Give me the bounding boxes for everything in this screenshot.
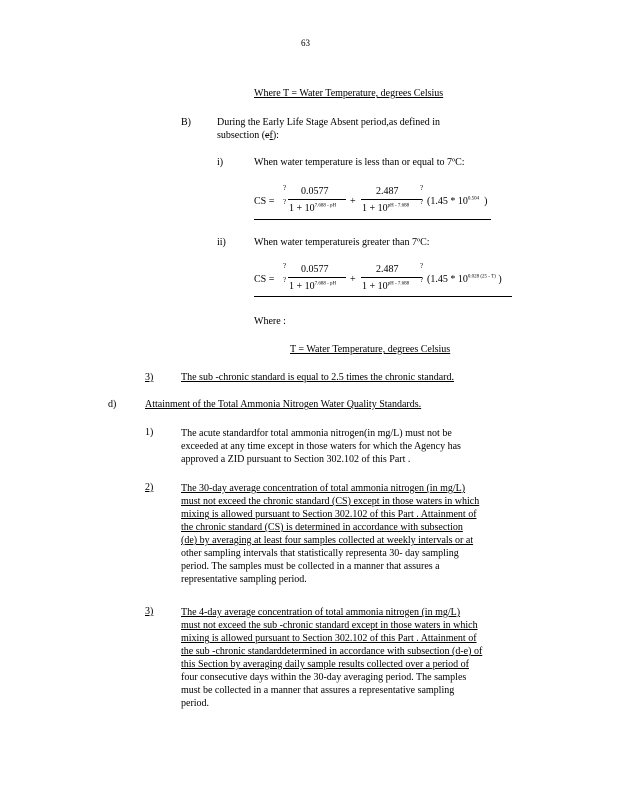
formula-2-left-bracket: ? ? xyxy=(283,262,287,284)
formula-1-frac2-bar xyxy=(361,199,422,200)
section-b-label: B) xyxy=(181,117,191,128)
formula-1-num2: 2.487 xyxy=(376,186,399,197)
section-d-label: d) xyxy=(108,399,117,410)
item-ii-text: When water temperatureis greater than 7ºC: xyxy=(254,237,430,248)
formula-2-num1: 0.0577 xyxy=(301,264,329,275)
formula-2-plus: + xyxy=(350,274,356,285)
formula-1-frac1-bar xyxy=(288,199,346,200)
formula-1-num1: 0.0577 xyxy=(301,186,329,197)
d1-line: exceeded at any time except in those waters for which the Agency has xyxy=(181,441,461,452)
formula-2-underline xyxy=(254,296,512,297)
formula-2-den2: $1 + 10^{pH - 7.688}$ xyxy=(362,281,410,292)
section-b-line1: During the Early Life Stage Absent period,as defined in xyxy=(217,117,440,128)
d3-line: the sub -chronic standarddetermined in accordance with subsection (d-e) of xyxy=(181,646,483,657)
item-3-subchronic-text: The sub -chronic standard is equal to 2.5 times the chronic standard. xyxy=(181,372,454,383)
item-ii-label: ii) xyxy=(217,237,226,248)
formula-1-plus: + xyxy=(350,196,356,207)
item-i-text: When water temperature is less than or equal to 7ºC: xyxy=(254,157,465,168)
d3-line: four consecutive days within the 30-day averaging period. The samples xyxy=(181,672,467,683)
formula-2-tail: ($1.45 * 10^{0.028 (25 - T)}$ ) xyxy=(427,274,502,285)
d3-line: must not exceed the sub -chronic standard except in those waters in which xyxy=(181,620,478,631)
section-d-heading: Attainment of the Total Ammonia Nitrogen Water Quality Standards. xyxy=(145,399,422,410)
d1-paragraph xyxy=(181,427,461,466)
formula-1-left-bracket: ? ? xyxy=(283,184,287,206)
d2-line: (de) by averaging at least four samples collected at weekly intervals or at xyxy=(181,535,474,546)
formula-2-frac1-bar xyxy=(288,277,346,278)
where-label-2: Where : xyxy=(254,316,286,327)
item-3-subchronic-label: 3) xyxy=(145,372,154,383)
d3-line: must be collected in a manner that assures a representative sampling xyxy=(181,685,455,696)
d2-line: representative sampling period. xyxy=(181,574,307,585)
d2-line: the chronic standard (CS) is determined in accordance with subsection xyxy=(181,522,463,533)
section-b-deleted-letter: e xyxy=(265,130,270,141)
section-b-line2 xyxy=(217,130,279,141)
d2-line: mixing is allowed pursuant to Section 302.102 of this Part . Attainment of xyxy=(181,509,477,520)
d3-line: this Section by averaging daily sample results collected over a period of xyxy=(181,659,469,670)
formula-1-underline xyxy=(254,219,491,220)
d3-line: period. xyxy=(181,698,210,709)
where-temperature-line-2: T = Water Temperature, degrees Celsius xyxy=(290,344,451,355)
d1-line: approved a ZID pursuant to Section 302.102 of this Part . xyxy=(181,454,411,465)
d3-line: mixing is allowed pursuant to Section 302.102 of this Part . Attainment of xyxy=(181,633,477,644)
formula-1-right-bracket: ? ? xyxy=(420,184,424,206)
d2-line: period. The samples must be collected in a manner that assures a xyxy=(181,561,440,572)
formula-2-frac2-bar xyxy=(361,277,422,278)
d2-line: must not exceed the chronic standard (CS) except in those waters in which xyxy=(181,496,480,507)
d2-line: other sampling intervals that statistically representa 30- day sampling xyxy=(181,548,459,559)
section-b-line2-post: ): xyxy=(272,130,279,141)
d1-line: The acute standardfor total ammonia nitrogen(in mg/L) must not be xyxy=(181,428,452,439)
d3-paragraph xyxy=(181,606,482,710)
d2-label: 2) xyxy=(145,482,154,493)
formula-1-cs: CS = xyxy=(254,196,275,207)
item-i-label: i) xyxy=(217,157,224,168)
section-b-inserted-letter: f xyxy=(269,130,273,141)
formula-2-right-bracket: ? ? xyxy=(420,262,424,284)
d3-line: The 4-day average concentration of total ammonia nitrogen (in mg/L) xyxy=(181,607,461,618)
formula-2-cs: CS = xyxy=(254,274,275,285)
d1-label: 1) xyxy=(145,427,154,438)
page-number: 63 xyxy=(301,38,310,48)
section-b-line2-pre: subsection ( xyxy=(217,130,266,141)
formula-1-den1: $1 + 10^{7.688 - pH}$ xyxy=(289,203,337,214)
formula-2-den1: $1 + 10^{7.688 - pH}$ xyxy=(289,281,337,292)
formula-1-den2: $1 + 10^{pH - 7.688}$ xyxy=(362,203,410,214)
formula-2-num2: 2.487 xyxy=(376,264,399,275)
d2-paragraph xyxy=(181,482,479,586)
d3-label: 3) xyxy=(145,606,154,617)
d2-line: The 30-day average concentration of total ammonia nitrogen (in mg/L) xyxy=(181,483,466,494)
where-temperature-line: Where T = Water Temperature, degrees Celsius xyxy=(254,88,444,99)
formula-1-tail: ($1.45 * 10^{0.504}$ ) xyxy=(427,196,488,207)
